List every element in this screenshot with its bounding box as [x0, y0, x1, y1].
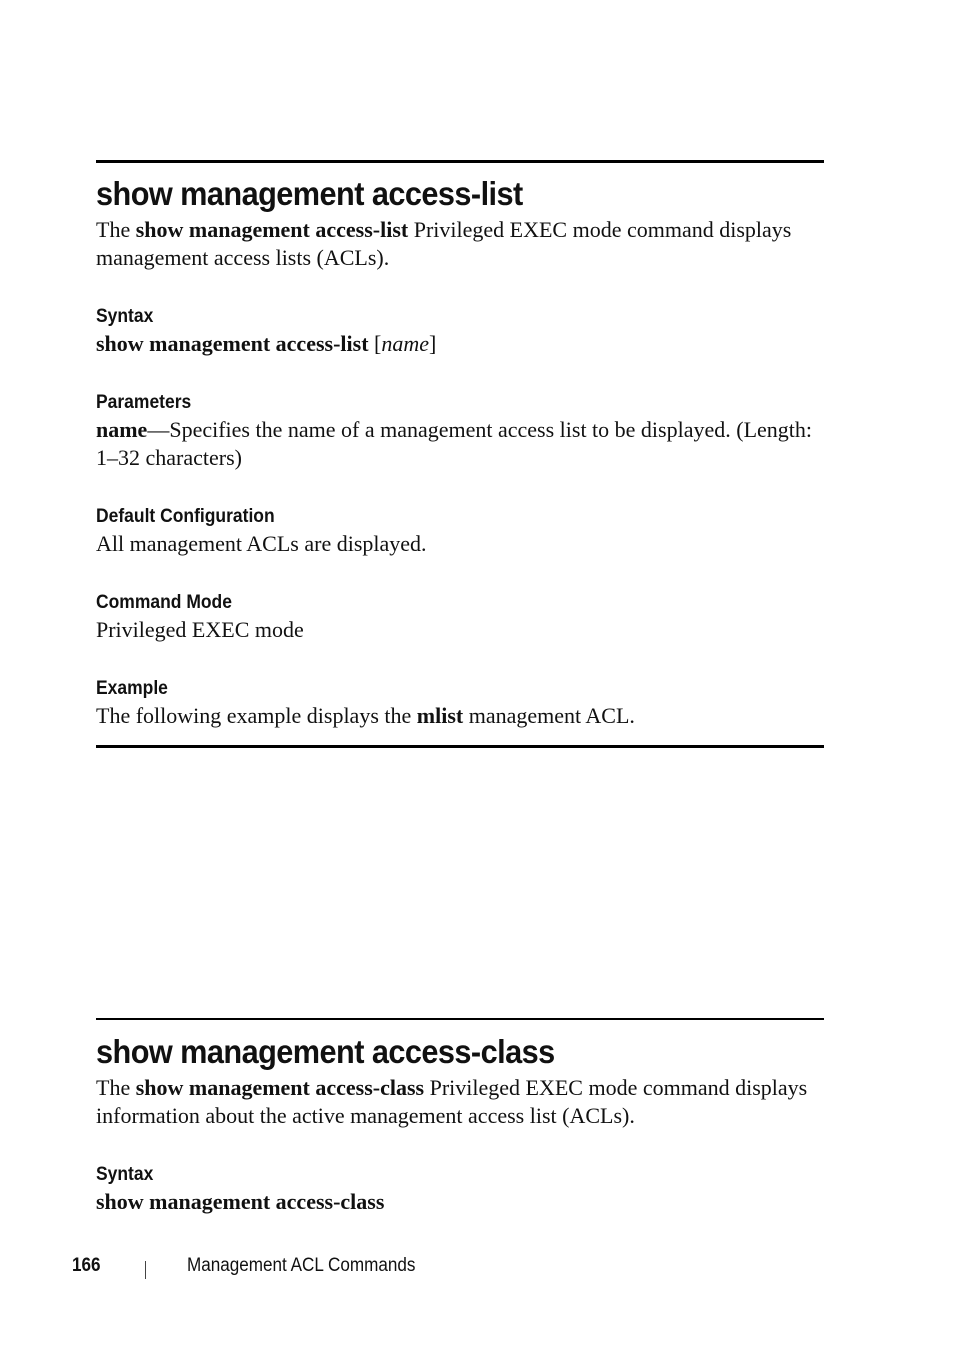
parameters-text: name—Specifies the name of a management access list to be displayed. (Length: 1–32 characters) — [96, 417, 813, 470]
syntax-heading: Syntax — [96, 306, 154, 327]
syntax-text: show management access-list [name] — [96, 331, 437, 356]
section-show-management-access-class — [96, 1030, 836, 1216]
section-title: show management access-class — [96, 1033, 555, 1070]
default-configuration-heading: Default Configuration — [96, 506, 275, 527]
section-intro: The show management access-class Privileged EXEC mode command displays information about the active management access list (ACLs). — [96, 1075, 808, 1128]
syntax-argument: name — [381, 331, 430, 356]
parameters-block — [96, 390, 836, 472]
section-top-rule — [96, 160, 824, 163]
section-show-management-access-list — [96, 172, 836, 730]
page-number: 166 — [72, 1255, 101, 1276]
example-heading: Example — [96, 678, 168, 699]
example-term: mlist — [416, 703, 464, 728]
command-mode-heading: Command Mode — [96, 592, 232, 613]
section-top-rule — [96, 1018, 824, 1020]
footer-divider — [145, 1261, 146, 1279]
chapter-title: Management ACL Commands — [187, 1255, 416, 1276]
command-name: show management access-class — [135, 1075, 425, 1100]
command-name: show management access-list — [135, 217, 409, 242]
command-mode-block — [96, 590, 836, 644]
syntax-block — [96, 304, 836, 358]
command-mode-text: Privileged EXEC mode — [96, 617, 304, 642]
example-block — [96, 676, 836, 730]
default-configuration-block — [96, 504, 836, 558]
example-text: The following example displays the mlist management ACL. — [96, 703, 635, 728]
section-bottom-rule — [96, 745, 824, 748]
syntax-text: show management access-class — [96, 1189, 385, 1214]
default-configuration-text: All management ACLs are displayed. — [96, 531, 427, 556]
syntax-heading: Syntax — [96, 1164, 154, 1185]
section-intro: The show management access-list Privileged EXEC mode command displays management access lists (ACLs). — [96, 217, 792, 270]
parameter-term: name — [96, 417, 148, 442]
page-footer — [0, 1255, 954, 1283]
section-title: show management access-list — [96, 175, 523, 212]
parameters-heading: Parameters — [96, 392, 192, 413]
syntax-block — [96, 1162, 836, 1216]
